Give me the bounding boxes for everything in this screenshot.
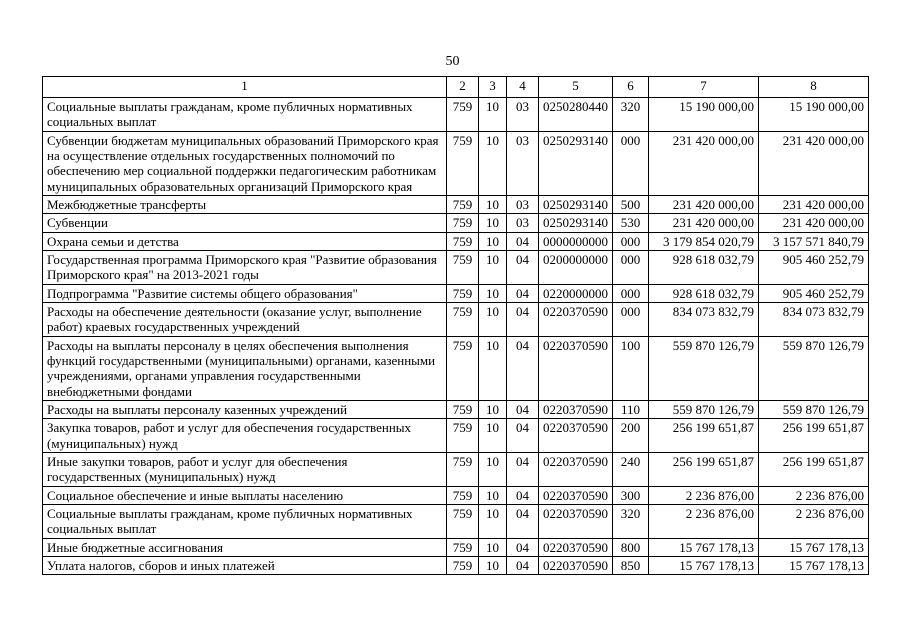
table-row	[43, 538, 869, 556]
table-row	[43, 400, 869, 418]
row-code-subsection: 04	[507, 538, 539, 556]
row-amount-2: 15 767 178,13	[759, 538, 869, 556]
row-code-section: 10	[479, 195, 507, 213]
row-code-target: 0220370590	[539, 486, 613, 504]
row-code-type: 000	[613, 284, 649, 302]
row-name: Подпрограмма "Развитие системы общего образования"	[43, 284, 447, 302]
row-amount-2: 905 460 252,79	[759, 284, 869, 302]
row-amount-1: 2 236 876,00	[649, 504, 759, 538]
table-row	[43, 486, 869, 504]
table-row	[43, 419, 869, 453]
row-code-subsection: 04	[507, 452, 539, 486]
row-code-target: 0220370590	[539, 538, 613, 556]
row-code-target: 0000000000	[539, 232, 613, 250]
row-name: Расходы на выплаты персоналу в целях обеспечения выполнения функций государственными (муниципальными) органами, казенными учреждениями, органами управления государственными внебюджетными фондами	[43, 336, 447, 400]
row-name: Социальные выплаты гражданам, кроме публичных нормативных социальных выплат	[43, 98, 447, 132]
row-name: Охрана семьи и детства	[43, 232, 447, 250]
row-code-subsection: 04	[507, 556, 539, 574]
row-code-target: 0220370590	[539, 556, 613, 574]
row-amount-1: 928 618 032,79	[649, 284, 759, 302]
row-code-section: 10	[479, 336, 507, 400]
table-row	[43, 250, 869, 284]
row-code-grbs: 759	[447, 452, 479, 486]
row-amount-2: 2 236 876,00	[759, 504, 869, 538]
row-code-target: 0250293140	[539, 131, 613, 195]
row-code-type: 500	[613, 195, 649, 213]
row-code-type: 200	[613, 419, 649, 453]
row-code-section: 10	[479, 284, 507, 302]
row-code-grbs: 759	[447, 302, 479, 336]
table-row	[43, 232, 869, 250]
row-amount-2: 231 420 000,00	[759, 131, 869, 195]
row-code-type: 100	[613, 336, 649, 400]
row-name: Субвенции	[43, 214, 447, 232]
row-amount-2: 231 420 000,00	[759, 214, 869, 232]
row-code-section: 10	[479, 452, 507, 486]
column-header: 2	[447, 77, 479, 98]
row-code-target: 0220370590	[539, 302, 613, 336]
row-code-grbs: 759	[447, 195, 479, 213]
row-code-subsection: 04	[507, 400, 539, 418]
row-code-section: 10	[479, 556, 507, 574]
row-code-type: 110	[613, 400, 649, 418]
row-code-type: 800	[613, 538, 649, 556]
row-code-subsection: 03	[507, 214, 539, 232]
table-row	[43, 504, 869, 538]
row-code-section: 10	[479, 400, 507, 418]
row-code-section: 10	[479, 486, 507, 504]
row-amount-1: 559 870 126,79	[649, 400, 759, 418]
row-amount-2: 2 236 876,00	[759, 486, 869, 504]
row-amount-2: 15 767 178,13	[759, 556, 869, 574]
row-code-grbs: 759	[447, 419, 479, 453]
row-code-type: 320	[613, 98, 649, 132]
row-code-subsection: 04	[507, 232, 539, 250]
row-code-type: 000	[613, 250, 649, 284]
row-amount-2: 559 870 126,79	[759, 336, 869, 400]
row-code-section: 10	[479, 302, 507, 336]
row-code-subsection: 04	[507, 302, 539, 336]
table-row	[43, 131, 869, 195]
table-row	[43, 556, 869, 574]
row-amount-1: 231 420 000,00	[649, 195, 759, 213]
column-header: 7	[649, 77, 759, 98]
budget-table	[42, 76, 869, 575]
row-code-grbs: 759	[447, 400, 479, 418]
row-amount-1: 15 767 178,13	[649, 538, 759, 556]
table-header	[43, 77, 869, 98]
row-name: Социальное обеспечение и иные выплаты населению	[43, 486, 447, 504]
row-code-grbs: 759	[447, 250, 479, 284]
row-code-section: 10	[479, 419, 507, 453]
row-amount-1: 928 618 032,79	[649, 250, 759, 284]
row-code-type: 850	[613, 556, 649, 574]
row-name: Субвенции бюджетам муниципальных образований Приморского края на осуществление отдельных государственных полномочий по обеспечению мер социальной поддержки педагогическим работникам муниципальных образовательных организаций Приморского края	[43, 131, 447, 195]
row-amount-1: 3 179 854 020,79	[649, 232, 759, 250]
row-code-subsection: 03	[507, 195, 539, 213]
table-row	[43, 336, 869, 400]
row-amount-1: 15 767 178,13	[649, 556, 759, 574]
row-code-target: 0220370590	[539, 504, 613, 538]
row-code-section: 10	[479, 250, 507, 284]
row-name: Закупка товаров, работ и услуг для обеспечения государственных (муниципальных) нужд	[43, 419, 447, 453]
row-name: Иные закупки товаров, работ и услуг для обеспечения государственных (муниципальных) нужд	[43, 452, 447, 486]
table-header-row	[43, 77, 869, 98]
column-header: 4	[507, 77, 539, 98]
row-amount-1: 231 420 000,00	[649, 131, 759, 195]
column-header: 6	[613, 77, 649, 98]
table-row	[43, 284, 869, 302]
row-code-grbs: 759	[447, 98, 479, 132]
row-code-target: 0220370590	[539, 452, 613, 486]
row-code-subsection: 04	[507, 419, 539, 453]
row-code-grbs: 759	[447, 232, 479, 250]
page-number: 50	[445, 54, 460, 69]
row-code-subsection: 03	[507, 98, 539, 132]
row-code-subsection: 04	[507, 486, 539, 504]
row-amount-1: 15 190 000,00	[649, 98, 759, 132]
row-code-type: 320	[613, 504, 649, 538]
row-code-target: 0200000000	[539, 250, 613, 284]
table-row	[43, 195, 869, 213]
row-name: Социальные выплаты гражданам, кроме публичных нормативных социальных выплат	[43, 504, 447, 538]
table-row	[43, 98, 869, 132]
column-header: 1	[43, 77, 447, 98]
row-code-section: 10	[479, 504, 507, 538]
row-code-type: 000	[613, 131, 649, 195]
row-code-grbs: 759	[447, 504, 479, 538]
row-code-section: 10	[479, 232, 507, 250]
row-name: Государственная программа Приморского края "Развитие образования Приморского края" на 2013-2021 годы	[43, 250, 447, 284]
row-code-grbs: 759	[447, 131, 479, 195]
table-row	[43, 302, 869, 336]
row-code-type: 240	[613, 452, 649, 486]
row-name: Межбюджетные трансферты	[43, 195, 447, 213]
row-code-subsection: 04	[507, 250, 539, 284]
row-amount-2: 559 870 126,79	[759, 400, 869, 418]
row-code-target: 0220370590	[539, 419, 613, 453]
row-code-target: 0250293140	[539, 195, 613, 213]
row-code-grbs: 759	[447, 538, 479, 556]
row-code-section: 10	[479, 98, 507, 132]
table-body	[43, 98, 869, 575]
row-code-target: 0250293140	[539, 214, 613, 232]
row-code-grbs: 759	[447, 486, 479, 504]
row-name: Уплата налогов, сборов и иных платежей	[43, 556, 447, 574]
row-code-target: 0220370590	[539, 336, 613, 400]
row-code-section: 10	[479, 538, 507, 556]
row-code-target: 0250280440	[539, 98, 613, 132]
row-name: Иные бюджетные ассигнования	[43, 538, 447, 556]
column-header: 3	[479, 77, 507, 98]
column-header: 5	[539, 77, 613, 98]
table-row	[43, 214, 869, 232]
row-code-grbs: 759	[447, 556, 479, 574]
row-code-section: 10	[479, 131, 507, 195]
row-amount-1: 256 199 651,87	[649, 452, 759, 486]
row-amount-1: 256 199 651,87	[649, 419, 759, 453]
row-amount-2: 3 157 571 840,79	[759, 232, 869, 250]
row-amount-2: 256 199 651,87	[759, 452, 869, 486]
row-amount-1: 559 870 126,79	[649, 336, 759, 400]
table-row	[43, 452, 869, 486]
row-code-grbs: 759	[447, 336, 479, 400]
row-code-type: 000	[613, 302, 649, 336]
row-code-type: 300	[613, 486, 649, 504]
row-amount-2: 15 190 000,00	[759, 98, 869, 132]
row-amount-2: 905 460 252,79	[759, 250, 869, 284]
row-code-subsection: 04	[507, 504, 539, 538]
column-header: 8	[759, 77, 869, 98]
row-amount-1: 231 420 000,00	[649, 214, 759, 232]
row-amount-2: 256 199 651,87	[759, 419, 869, 453]
row-code-grbs: 759	[447, 214, 479, 232]
row-code-type: 530	[613, 214, 649, 232]
row-amount-2: 231 420 000,00	[759, 195, 869, 213]
row-code-subsection: 03	[507, 131, 539, 195]
row-code-type: 000	[613, 232, 649, 250]
row-code-target: 0220370590	[539, 400, 613, 418]
row-code-subsection: 04	[507, 284, 539, 302]
row-amount-1: 834 073 832,79	[649, 302, 759, 336]
row-amount-2: 834 073 832,79	[759, 302, 869, 336]
row-name: Расходы на обеспечение деятельности (оказание услуг, выполнение работ) краевых государственных учреждений	[43, 302, 447, 336]
row-name: Расходы на выплаты персоналу казенных учреждений	[43, 400, 447, 418]
row-code-section: 10	[479, 214, 507, 232]
row-code-grbs: 759	[447, 284, 479, 302]
row-code-target: 0220000000	[539, 284, 613, 302]
row-amount-1: 2 236 876,00	[649, 486, 759, 504]
row-code-subsection: 04	[507, 336, 539, 400]
